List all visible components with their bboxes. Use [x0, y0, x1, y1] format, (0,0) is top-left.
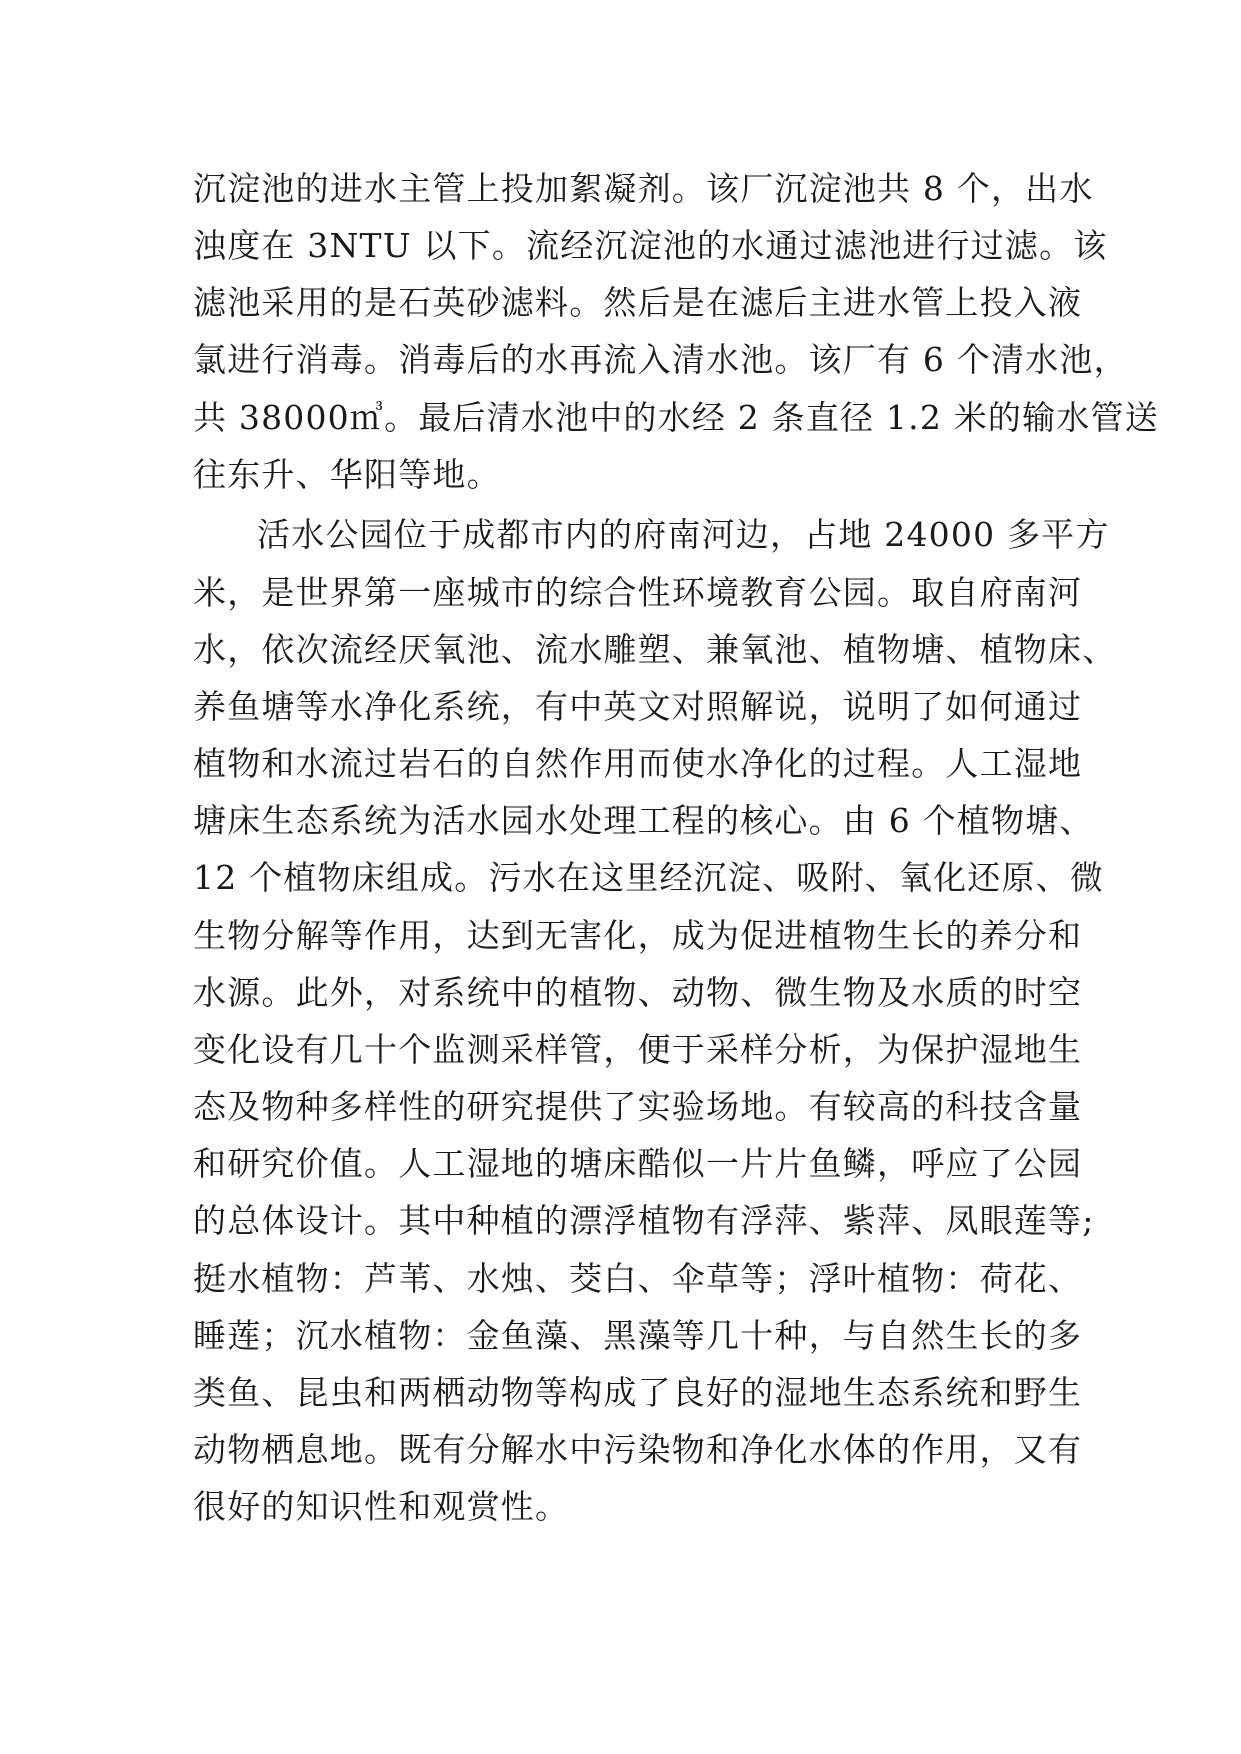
text-line: 共 38000㎥。最后清水池中的水经 2 条直径 1.2 米的输水管送	[193, 398, 1159, 437]
text-line: 挺水植物：芦苇、水烛、茭白、伞草等；浮叶植物：荷花、	[193, 1259, 1083, 1298]
text-line: 浊度在 3NTU 以下。流经沉淀池的水通过滤池进行过滤。该	[193, 226, 1108, 265]
text-line: 养鱼塘等水净化系统，有中英文对照解说，说明了如何通过	[193, 687, 1083, 726]
text-line: 动物栖息地。既有分解水中污染物和净化水体的作用，又有	[193, 1430, 1083, 1469]
text-line: 米，是世界第一座城市的综合性环境教育公园。取自府南河	[193, 573, 1083, 612]
text-line: 12 个植物床组成。污水在这里经沉淀、吸附、氧化还原、微	[193, 858, 1105, 897]
text-line: 水，依次流经厌氧池、流水雕塑、兼氧池、植物塘、植物床、	[193, 630, 1117, 669]
paragraph-first-line: 活水公园位于成都市内的府南河边，占地 24000 多平方	[257, 515, 1110, 554]
text-line: 很好的知识性和观赏性。	[193, 1487, 570, 1526]
text-line: 沉淀池的进水主管上投加絮凝剂。该厂沉淀池共 8 个，出水	[193, 169, 1094, 208]
text-line: 塘床生态系统为活水园水处理工程的核心。由 6 个植物塘、	[193, 801, 1094, 840]
text-line: 睡莲；沉水植物：金鱼藻、黑藻等几十种，与自然生长的多	[193, 1316, 1083, 1355]
text-line: 滤池采用的是石英砂滤料。然后是在滤后主进水管上投入液	[193, 283, 1083, 322]
text-line: 往东升、华阳等地。	[193, 455, 501, 494]
text-line: 植物和水流过岩石的自然作用而使水净化的过程。人工湿地	[193, 744, 1083, 783]
text-line: 的总体设计。其中种植的漂浮植物有浮萍、紫萍、凤眼莲等;	[193, 1201, 1095, 1240]
text-line: 类鱼、昆虫和两栖动物等构成了良好的湿地生态系统和野生	[193, 1373, 1083, 1412]
text-line: 和研究价值。人工湿地的塘床酷似一片片鱼鳞，呼应了公园	[193, 1144, 1083, 1183]
text-line: 水源。此外，对系统中的植物、动物、微生物及水质的时空	[193, 973, 1083, 1012]
text-line: 态及物种多样性的研究提供了实验场地。有较高的科技含量	[193, 1087, 1083, 1126]
text-line: 变化设有几十个监测采样管，便于采样分析，为保护湿地生	[193, 1030, 1083, 1069]
text-line: 生物分解等作用，达到无害化，成为促进植物生长的养分和	[193, 916, 1083, 955]
text-line: 氯进行消毒。消毒后的水再流入清水池。该厂有 6 个清水池，	[193, 340, 1128, 379]
